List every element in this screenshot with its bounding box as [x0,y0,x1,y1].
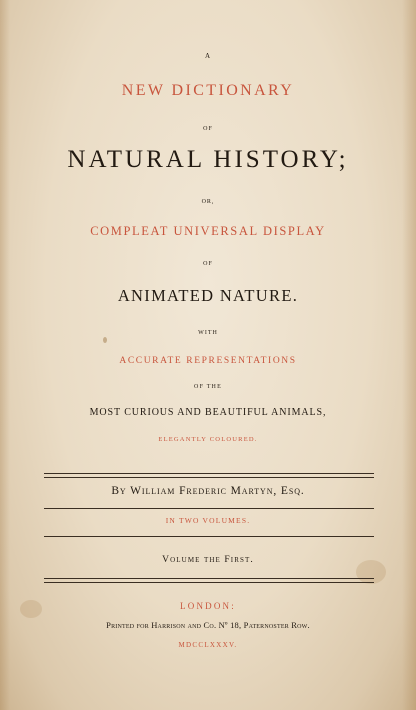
title-line-curious-animals: MOST CURIOUS AND BEAUTIFUL ANIMALS, [89,407,327,418]
title-line-of-1: OF [203,126,213,132]
imprint-place: LONDON: [180,601,236,611]
ink-speck [103,337,107,343]
author-line: By William Frederic Martyn, Esq. [111,485,305,497]
divider-rule [44,582,374,583]
title-line-accurate-representations: ACCURATE REPRESENTATIONS [119,356,297,366]
title-line-with: WITH [198,330,218,336]
divider-rule [44,508,374,509]
title-line-compleat-display: COMPLEAT UNIVERSAL DISPLAY [90,224,326,238]
title-line-animated-nature: ANIMATED NATURE. [117,286,299,305]
divider-rule [44,477,374,478]
title-line-of-2: OF [203,261,213,267]
imprint-year: MDCCLXXXV. [178,641,238,649]
title-line-or: OR, [201,199,215,205]
divider-rule [44,578,374,579]
volume-line: Volume the First. [162,555,254,565]
title-line-a: A [204,52,212,60]
title-line-elegantly-coloured: ELEGANTLY COLOURED. [158,436,258,443]
divider-rule [44,473,374,474]
divider-rule [44,536,374,537]
volumes-line: IN TWO VOLUMES. [165,516,251,525]
imprint-printer: Printed for Harrison and Co. Nº 18, Paternoster Row. [106,620,310,630]
title-main-natural-history: NATURAL HISTORY; [67,146,349,173]
title-line-new-dictionary: NEW DICTIONARY [121,82,295,99]
title-line-of-the: OF THE [194,384,222,390]
